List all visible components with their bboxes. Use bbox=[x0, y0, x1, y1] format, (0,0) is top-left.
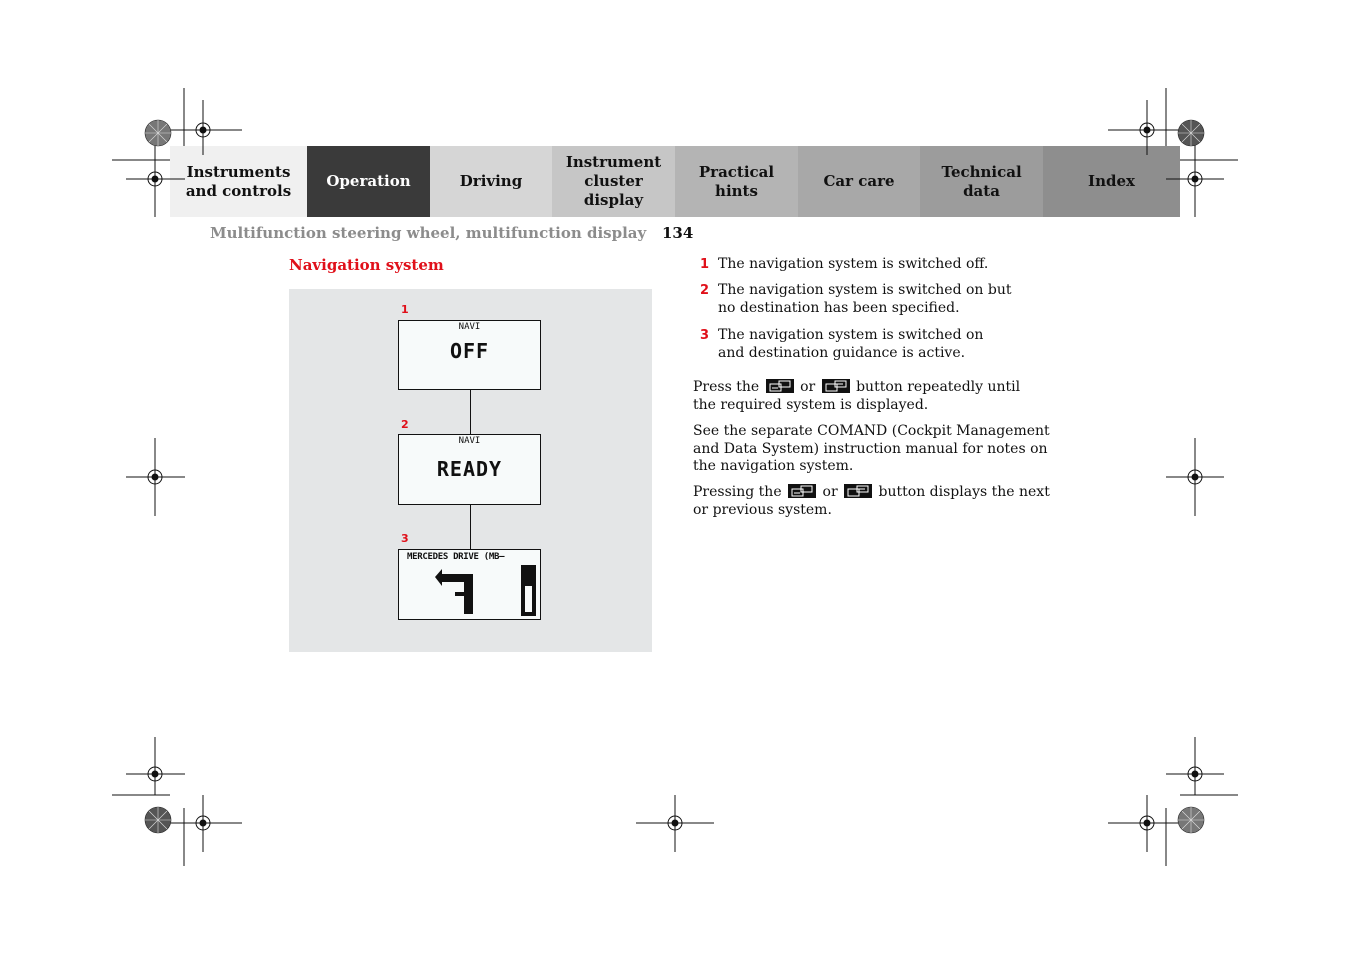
screen-label: MERCEDES DRIVE (MB– bbox=[407, 552, 505, 562]
list-text: The navigation system is switched on and destination guidance is active. bbox=[718, 327, 984, 361]
screen-value: OFF bbox=[449, 339, 490, 363]
display-button-icon bbox=[844, 484, 872, 498]
list-number: 3 bbox=[700, 328, 710, 343]
list-text: The navigation system is switched on but no destination has been specified. bbox=[718, 282, 1012, 316]
tab-index[interactable]: Index bbox=[1043, 146, 1180, 217]
tab-practical-hints[interactable]: Practical hints bbox=[675, 146, 798, 217]
display-screen-off bbox=[398, 320, 541, 390]
callout-1: 1 bbox=[401, 303, 409, 316]
tab-instrument-cluster-display[interactable]: Instrument cluster display bbox=[552, 146, 675, 217]
connector-line bbox=[470, 505, 471, 549]
tab-driving[interactable]: Driving bbox=[430, 146, 552, 217]
screen-label: NAVI bbox=[458, 322, 481, 332]
section-title: Navigation system bbox=[289, 256, 444, 274]
display-screen-guidance bbox=[398, 549, 541, 620]
display-screen-ready bbox=[398, 434, 541, 505]
connector-line bbox=[470, 390, 471, 435]
tab-instruments-and-controls[interactable]: Instruments and controls bbox=[170, 146, 307, 217]
tab-car-care[interactable]: Car care bbox=[798, 146, 920, 217]
page-header-title: Multifunction steering wheel, multifunction display bbox=[210, 224, 647, 242]
list-number: 1 bbox=[700, 257, 710, 272]
list-number: 2 bbox=[700, 283, 710, 298]
tab-operation[interactable]: Operation bbox=[307, 146, 430, 217]
display-button-icon bbox=[788, 484, 816, 498]
list-text: The navigation system is switched off. bbox=[718, 256, 989, 272]
instruction-paragraph-1: Press the or button repeatedly until the required system is displayed. bbox=[693, 379, 1021, 413]
page-number: 134 bbox=[662, 224, 694, 242]
tab-technical-data[interactable]: Technical data bbox=[920, 146, 1043, 217]
display-button-icon bbox=[766, 379, 794, 393]
display-button-icon bbox=[822, 379, 850, 393]
instruction-paragraph-2: See the separate COMAND (Cockpit Management and Data System) instruction manual for notes on the navigation system. bbox=[693, 423, 1050, 474]
distance-bar-icon bbox=[399, 550, 542, 621]
instruction-paragraph-3: Pressing the or button displays the next or previous system. bbox=[693, 484, 1050, 518]
callout-3: 3 bbox=[401, 532, 409, 545]
navigation-figure bbox=[289, 289, 652, 652]
screen-value: READY bbox=[436, 457, 503, 481]
screen-label: NAVI bbox=[458, 436, 481, 446]
callout-2: 2 bbox=[401, 418, 409, 431]
